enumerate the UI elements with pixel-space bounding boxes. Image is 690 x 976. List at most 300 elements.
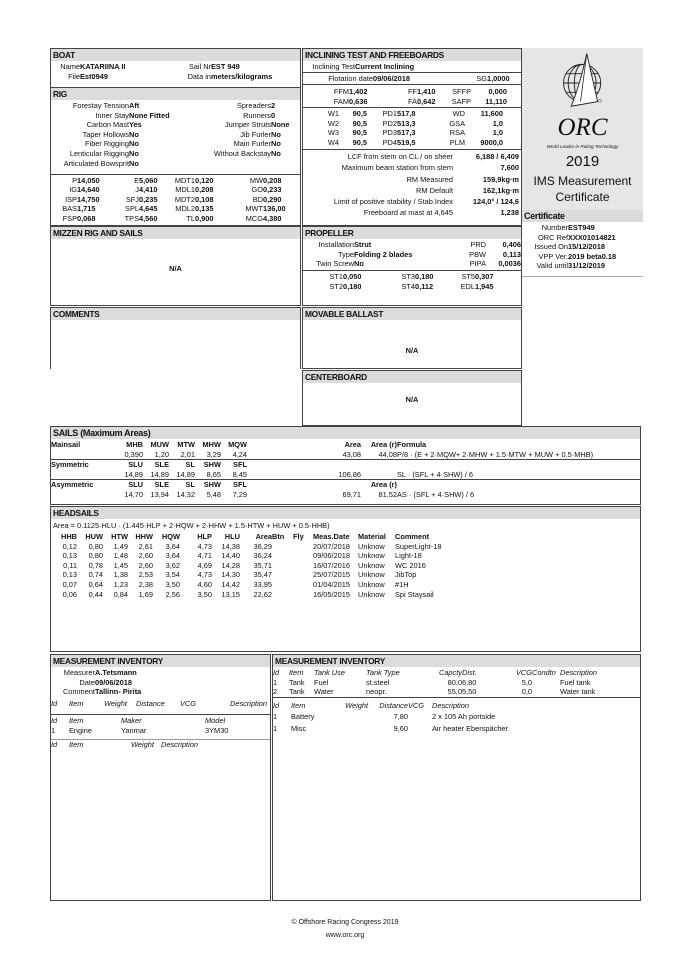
sail-cell: 43,08 [323, 450, 361, 460]
certificate-field: 31/12/2019 [568, 261, 605, 271]
inclining-summary: Limit of positive stability / Stab.Index [333, 197, 453, 207]
inclining-field: 0,642 [417, 96, 436, 106]
rig-flag: Runners [243, 110, 271, 120]
inclining-field: 519,5 [397, 137, 416, 147]
inclining-summary: RM Default [416, 185, 453, 195]
table-row [51, 668, 245, 678]
table-row [201, 130, 301, 140]
headsail-cell: HHW [135, 532, 153, 541]
inclining-field: 1,0 [492, 118, 503, 128]
rig-measure: TPS [124, 213, 139, 223]
tank-cell: 5,50 [462, 687, 502, 697]
table-row [51, 480, 640, 490]
headsail-cell: 1,38 [113, 570, 128, 580]
sail-cell: 106,86 [323, 470, 361, 480]
table-row [51, 590, 641, 600]
rig-measure: 0,233 [263, 185, 282, 195]
tank-cell: Id [273, 668, 280, 677]
rig-measure: MCG [245, 213, 263, 223]
headsail-cell [272, 561, 293, 571]
column-header: Item [69, 699, 84, 708]
inventory-info: Comment [62, 687, 95, 697]
sail-cell: SLE [154, 460, 169, 470]
column-header: Distance [136, 699, 165, 708]
divider [303, 270, 521, 271]
headsail-cell: Spi Staysail [395, 589, 434, 599]
rig-measure: 14,050 [77, 176, 100, 185]
sail-cell [397, 480, 640, 490]
sail-cell: MUW [150, 440, 169, 449]
divider [303, 149, 521, 150]
certificate-field: EST949 [568, 223, 595, 232]
weight-cell: Description [432, 701, 469, 710]
inclining-field: W3 [327, 128, 339, 138]
sail-cell [397, 460, 640, 470]
rig-measure: 0,208 [263, 176, 282, 185]
rig-measure: GO [251, 185, 263, 195]
sail-cell: MHB [126, 440, 143, 449]
rig-measure: BAS [62, 204, 77, 214]
table-row [51, 570, 641, 580]
table-row [201, 111, 301, 121]
headsail-cell: 4,71 [197, 551, 212, 561]
headsail-cell: 0,12 [62, 541, 77, 551]
sail-cell [247, 490, 323, 500]
engine-cell: Maker [121, 716, 142, 725]
certificate-field: 2019 beta0.18 [568, 251, 617, 261]
rig-measure: 4,645 [139, 204, 158, 214]
headsail-cell: HTW [111, 532, 128, 541]
table-row [303, 185, 519, 196]
propeller-field: Twin Screw [316, 259, 354, 269]
rig-measure: FSP [62, 213, 77, 223]
headsail-cell: 3,64 [165, 551, 180, 561]
headsail-cell: 3,64 [165, 541, 180, 551]
inclining-field: 90,5 [352, 109, 367, 118]
inclining-field: 11,600 [480, 109, 503, 118]
table-row [51, 176, 301, 185]
tank-cell: Dist. [462, 668, 477, 677]
headsail-cell: 0,74 [88, 570, 103, 580]
propeller-field: 0,180 [415, 272, 434, 281]
headsail-cell: Unknow [358, 560, 385, 570]
tank-cell: 1 [273, 677, 278, 687]
headsail-cell: Unknow [358, 551, 385, 561]
sail-cell: P/8 · (E + 2·MQW+ 2·MHW + 1.5·MTW + MUW + 0.5·MHB) [397, 450, 640, 460]
tank-cell: 5,0 [521, 677, 532, 687]
boat-field: Sail Nr [188, 62, 211, 71]
certificate-panel [522, 210, 643, 277]
inclining-field: GSA [449, 118, 465, 128]
inclining-field: W2 [327, 118, 339, 128]
inclining-field: RSA [449, 128, 465, 138]
headsail-cell [293, 590, 313, 600]
headsail-cell: 3,50 [197, 589, 212, 599]
inclining-field: PD3 [382, 128, 397, 138]
table-row [51, 699, 270, 709]
inclining-field: 517,3 [397, 128, 416, 138]
propeller-field: Installation [318, 240, 354, 249]
headsail-cell: 1,48 [113, 551, 128, 561]
centerboard-panel [302, 370, 522, 426]
propeller-panel [302, 226, 522, 306]
boat-field: Name [60, 62, 80, 71]
sail-cell: SHW [203, 480, 221, 490]
inclining-field: 0,636 [349, 96, 368, 106]
sail-cell: 14,89 [143, 470, 169, 480]
inclining-summary: 1,238 [500, 208, 519, 218]
sail-cell: Asymmetric [51, 480, 94, 490]
sail-cell: Area (r) [370, 440, 397, 449]
weight-cell: 2 x 105 Ah portside [432, 712, 496, 722]
certificate-title-2: Certificate [555, 190, 610, 204]
headsail-cell: 36,24 [253, 551, 272, 561]
inclining-field: FA [407, 96, 417, 106]
rig-flag: Taper Hollows [82, 129, 129, 139]
table-row [303, 128, 503, 138]
rig-flag: 2 [271, 101, 276, 110]
propeller-field: 0,0036 [498, 259, 521, 269]
headsail-cell [272, 570, 293, 580]
sail-cell: MTW [177, 440, 195, 449]
inclining-field: 9000,0 [480, 137, 503, 147]
tank-cell: Item [289, 668, 304, 677]
inventory-info: Date [79, 677, 95, 687]
movable-ballast-header: MOVABLE BALLAST [303, 308, 521, 320]
table-row [273, 723, 632, 734]
headsail-cell: 16/05/2015 [313, 589, 350, 599]
sail-cell: 14,89 [113, 470, 143, 480]
sail-cell: Mainsail [51, 440, 81, 449]
certificate-field: Valid until [536, 261, 568, 271]
sail-cell [247, 440, 323, 450]
headsail-cell: 14,42 [221, 579, 240, 589]
rig-flag: No [129, 148, 139, 158]
boat-field: EST 949 [211, 62, 240, 71]
engine-cell: Item [69, 716, 84, 725]
rig-measure: J [135, 185, 139, 195]
headsail-cell: 1,23 [113, 579, 128, 589]
inventory-right-header: MEASUREMENT INVENTORY [273, 655, 640, 667]
tank-cell: Tank Type [366, 668, 400, 677]
certificate-field: 15/12/2018 [568, 242, 605, 252]
sail-cell: 8,45 [221, 470, 247, 480]
headsail-cell: 3,62 [165, 560, 180, 570]
table-row [51, 62, 301, 72]
inclining-field: Inclining Test [312, 62, 355, 71]
table-row [273, 668, 640, 678]
weight-cell: 1 [273, 723, 278, 733]
headsail-cell: 4,69 [197, 560, 212, 570]
headsail-cell: 36,29 [253, 541, 272, 551]
tank-cell: 0,0 [502, 687, 532, 697]
rig-measure: 14,750 [77, 194, 100, 204]
table-row [522, 261, 642, 271]
orc-logo-block [522, 48, 643, 210]
mizzen-header: MIZZEN RIG AND SAILS [51, 227, 300, 239]
divider [303, 107, 521, 108]
table-row [51, 120, 201, 130]
inclining-header: INCLINING TEST AND FREEBOARDS [303, 49, 521, 61]
table-row [51, 101, 201, 111]
rig-flag: No [129, 158, 139, 168]
headsail-cell: Unknow [358, 570, 385, 580]
table-row [51, 185, 301, 194]
tank-cell: Capcty [438, 668, 462, 677]
table-row [201, 101, 301, 111]
rig-measure: MWT [245, 204, 263, 214]
sail-cell: 2,01 [169, 450, 195, 460]
propeller-field: Strut [354, 240, 372, 249]
rig-measure: TL [186, 213, 195, 223]
table-row [273, 678, 640, 688]
rig-measure: MDL1 [175, 185, 195, 195]
rig-measure: P [72, 176, 77, 185]
propeller-field: 0,180 [343, 281, 362, 291]
table-row [51, 460, 640, 470]
headsail-cell: 2,60 [138, 551, 153, 561]
propeller-field: ST4 [401, 281, 415, 291]
headsail-cell: 2,56 [165, 589, 180, 599]
table-row [303, 151, 519, 162]
weight-cell [408, 711, 432, 722]
sail-cell: SLU [128, 480, 143, 490]
movable-ballast-panel [302, 307, 522, 369]
table-row [51, 678, 245, 688]
headsail-cell: 0,78 [88, 560, 103, 570]
headsail-cell: HUW [85, 532, 103, 541]
sail-cell [247, 450, 323, 460]
propeller-field: PBW [469, 249, 486, 259]
inclining-summary: 159,9kg·m [482, 174, 519, 184]
boat-field: meters/kilograms [211, 71, 273, 81]
headsail-cell: 0,80 [88, 541, 103, 551]
inclining-summary: 6,188 / 6,409 [475, 152, 519, 161]
table-row [51, 580, 641, 590]
boat-panel [50, 48, 301, 88]
column-header: Weight [104, 699, 127, 708]
headsail-cell: 3,50 [165, 579, 180, 589]
inclining-summary: 162,1kg·m [482, 185, 519, 195]
headsail-cell: 16/07/2016 [313, 560, 350, 570]
rig-measure: 1,715 [77, 204, 96, 214]
weight-cell: 1 [273, 712, 278, 722]
rig-measure: 0,208 [195, 185, 214, 195]
engine-cell: Engine [69, 725, 93, 735]
table-row [303, 272, 510, 282]
propeller-field: 1,945 [475, 281, 494, 291]
divider [303, 84, 521, 85]
tank-cell: 55,0 [428, 687, 462, 697]
rig-flag: No [129, 129, 139, 139]
certificate-field: VPP Ver. [538, 251, 568, 261]
table-row [51, 214, 301, 223]
certificate-field: ORC Ref [538, 232, 568, 242]
tank-cell: 80,0 [447, 677, 462, 687]
propeller-field: 0,406 [502, 240, 521, 249]
rig-measure: MW [249, 176, 263, 185]
headsail-cell: 0,13 [62, 570, 77, 580]
tank-cell: Water tank [560, 687, 640, 697]
weight-cell [333, 711, 368, 722]
column-header: VCG [180, 699, 197, 708]
headsail-cell: Unknow [358, 589, 385, 599]
tank-cell: Water [314, 687, 366, 697]
rig-panel [50, 87, 301, 226]
rig-flag: No [271, 129, 281, 139]
table-row [51, 542, 641, 552]
inclining-field: WD [452, 109, 465, 118]
weight-cell: 9,60 [393, 723, 408, 733]
rig-measure: MDT2 [174, 194, 195, 204]
inclining-summary: 7,600 [500, 163, 519, 173]
table-row [51, 450, 640, 460]
table-row [303, 62, 505, 72]
headsail-cell: 09/06/2018 [313, 551, 350, 561]
sail-cell: 5,48 [206, 489, 221, 499]
sail-cell: 7,29 [232, 489, 247, 499]
tank-cell: 6,80 [462, 677, 477, 687]
column-header: Weight [131, 740, 154, 749]
column-header: Id [51, 740, 58, 749]
propeller-field: No [354, 259, 364, 269]
sail-cell: 44,08 [361, 450, 397, 460]
tank-cell: Description [560, 668, 597, 677]
table-row [51, 195, 301, 204]
sail-cell: MHW [202, 440, 221, 449]
headsail-cell: 35,71 [253, 560, 272, 570]
inclining-field: PLM [449, 137, 465, 147]
table-row [273, 711, 632, 722]
sail-cell [247, 470, 323, 480]
rig-measure: IG [69, 185, 77, 195]
table-row [51, 726, 265, 736]
rig-measure: 0,900 [195, 213, 214, 223]
sail-cell: 4,24 [221, 450, 247, 460]
inclining-field: 90,5 [352, 128, 367, 138]
propeller-field: 0,113 [502, 249, 521, 259]
sail-cell: 81,52 [378, 489, 397, 499]
rig-measure: MDT1 [174, 176, 195, 185]
inclining-field: 90,5 [352, 137, 367, 147]
headsail-cell: 0,06 [62, 589, 77, 599]
table-row [51, 716, 265, 726]
rig-measure: 0,135 [195, 204, 214, 214]
table-row [273, 687, 640, 697]
inventory-info: Tallinn- Pirita [95, 687, 142, 697]
headsail-cell: HHB [60, 532, 77, 541]
sail-cell: Area (r) [370, 480, 397, 490]
table-row [303, 174, 519, 185]
sail-cell: SL [185, 480, 195, 490]
column-header: Description [161, 740, 198, 749]
rig-flag: Carbon Mast [86, 120, 129, 130]
headsail-cell: 01/04/2015 [313, 579, 350, 589]
boat-field: File [68, 71, 80, 81]
sail-cell: Symmetric [51, 460, 89, 470]
headsail-cell: 14,28 [221, 560, 240, 570]
rig-flag: Inner Stay [95, 110, 129, 120]
sail-cell [51, 450, 113, 460]
propeller-field: 0,307 [475, 272, 494, 281]
sail-cell: 0,390 [113, 450, 143, 460]
headsail-cell: Area [255, 532, 272, 541]
rig-measure: 0,290 [263, 194, 282, 204]
table-row [51, 561, 641, 571]
rig-flag: Jumper Struts [224, 120, 271, 130]
headsail-cell: 2,60 [138, 560, 153, 570]
headsails-header: HEADSAILS [51, 507, 640, 519]
measurement-inventory-right [272, 654, 641, 901]
rig-flag: Forestay Tension [72, 101, 129, 110]
table-row [51, 440, 640, 450]
rig-flag: Jib Furler [240, 129, 271, 139]
inclining-field: 11,110 [485, 96, 507, 106]
footer-url[interactable]: www.orc.org [325, 932, 365, 939]
headsail-cell: 4,73 [197, 570, 212, 580]
table-row [51, 551, 641, 561]
headsail-cell: 33,95 [253, 579, 272, 589]
inclining-field: 1,0 [492, 128, 503, 138]
sail-cell: SFL [233, 480, 247, 490]
table-row [201, 120, 301, 130]
headsail-cell: Comment [395, 532, 430, 541]
table-row [51, 740, 221, 750]
rig-measure: 0,068 [77, 213, 96, 223]
table-row [303, 119, 503, 129]
sail-cell: MQW [228, 440, 247, 449]
sail-cell [51, 490, 113, 500]
table-row [51, 130, 201, 140]
table-row [51, 159, 201, 169]
headsail-cell [293, 580, 313, 590]
engine-cell: Id [51, 716, 58, 725]
weight-cell: Distance [379, 701, 408, 710]
divider [51, 714, 270, 715]
engine-cell: 3YM30 [205, 725, 229, 735]
inclining-field: 0,000 [488, 87, 507, 96]
tank-cell: Condtn [532, 668, 556, 677]
sail-cell: 14,89 [169, 470, 195, 480]
headsails-panel [50, 506, 641, 652]
table-row [51, 111, 201, 121]
sail-cell [323, 480, 361, 490]
headsails-area-formula: Area = 0.1125·HLU · (1.445·HLP + 2·HQW + 2·HHW + 1.5·HTW + HUW + 0.5·HHB) [53, 521, 330, 530]
headsail-cell: 0,11 [63, 560, 77, 570]
inclining-field: PD2 [382, 118, 397, 128]
column-header: Item [69, 740, 84, 749]
table-row [51, 532, 641, 542]
tank-cell: Fuel tank [560, 677, 591, 687]
weight-cell: Misc [291, 723, 307, 733]
inclining-field: 09/06/2018 [373, 74, 410, 83]
rig-flag: Articulated Bowsprit [63, 158, 129, 168]
inclining-field: FF [407, 87, 417, 96]
propeller-field: ST5 [461, 272, 475, 281]
comments-panel [50, 307, 301, 369]
headsail-cell: 4,60 [197, 579, 212, 589]
headsail-cell: 0,13 [62, 551, 77, 561]
boat-field: KATARIINA II [80, 62, 126, 71]
mizzen-value: N/A [169, 264, 182, 273]
table-row [303, 74, 521, 84]
propeller-field: PIPA [469, 259, 486, 269]
rig-flag: No [271, 148, 281, 158]
comments-header: COMMENTS [51, 308, 300, 320]
propeller-header: PROPELLER [303, 227, 521, 239]
rig-measure: SFJ [125, 194, 139, 204]
headsail-cell: 14,40 [221, 551, 240, 561]
